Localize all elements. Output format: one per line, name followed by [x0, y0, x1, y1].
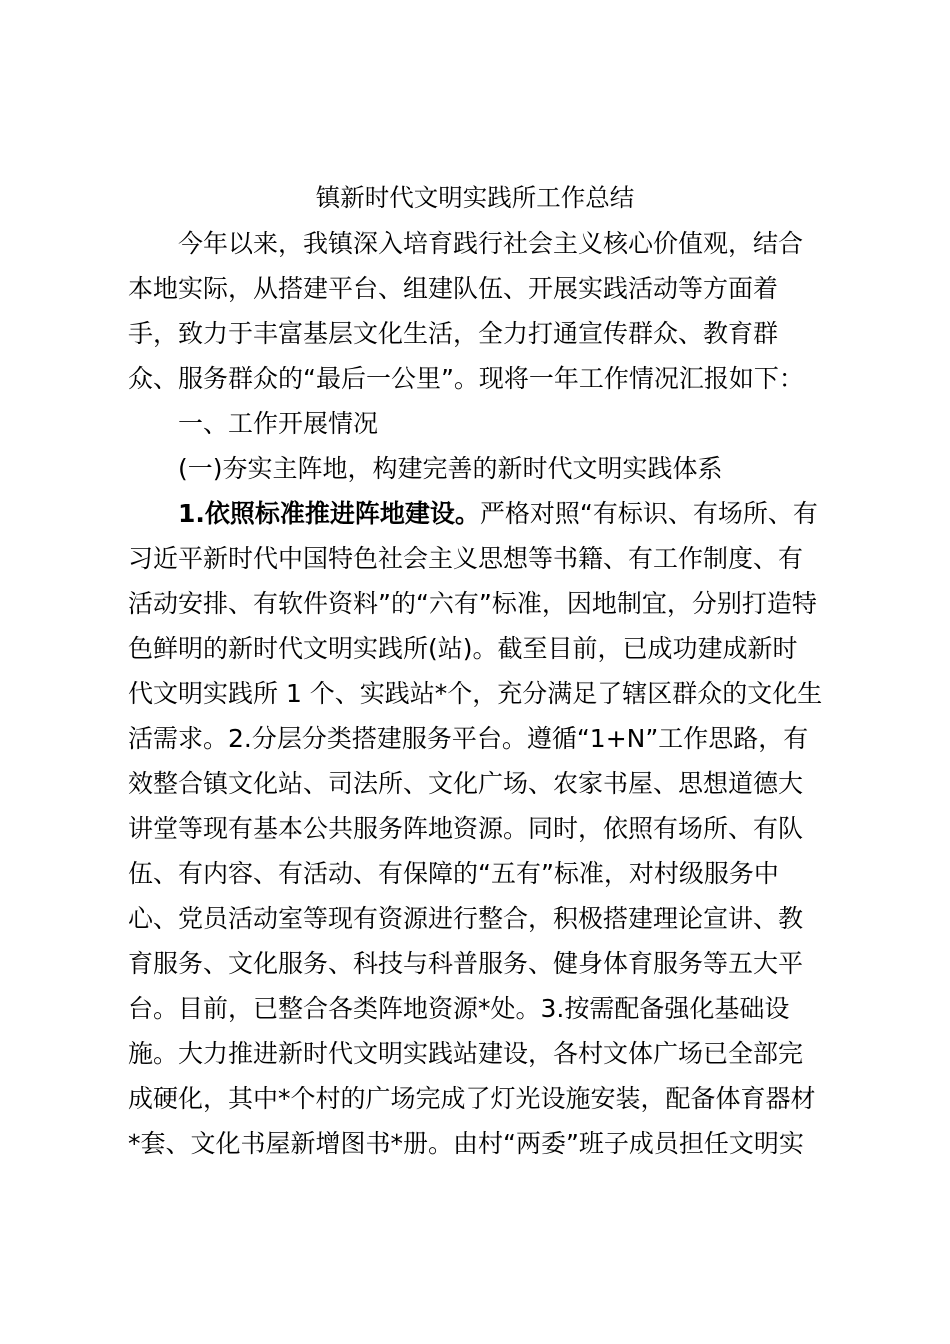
body-line: 施。大力推进新时代文明实践站建设，各村文体广场已全部完 — [128, 1039, 804, 1068]
body-line: 习近平新时代中国特色社会主义思想等书籍、有工作制度、有 — [128, 544, 804, 573]
body-line: 心、党员活动室等现有资源进行整合，积极搭建理论宣讲、教 — [128, 904, 804, 933]
body-line: 效整合镇文化站、司法所、文化广场、农家书屋、思想道德大 — [128, 769, 804, 798]
item1-first-line — [178, 494, 818, 534]
intro-line-4: 众、服务群众的“最后一公里”。现将一年工作情况汇报如下： — [128, 364, 804, 393]
body-line: 代文明实践所 1 个、实践站*个，充分满足了辖区群众的文化生 — [128, 679, 823, 708]
document-title: 镇新时代文明实践所工作总结 — [315, 183, 635, 212]
intro-line-2: 本地实际，从搭建平台、组建队伍、开展实践活动等方面着 — [128, 274, 779, 303]
body-line: 育服务、文化服务、科技与科普服务、健身体育服务等五大平 — [128, 949, 804, 978]
body-line: 讲堂等现有基本公共服务阵地资源。同时，依照有场所、有队 — [128, 814, 804, 843]
body-line: 活动安排、有软件资料”的“六有”标准，因地制宜，分别打造特 — [128, 589, 817, 618]
intro-line-3: 手，致力于丰富基层文化生活，全力打通宣传群众、教育群 — [128, 319, 779, 348]
intro-line-1: 今年以来，我镇深入培育践行社会主义核心价值观，结合 — [178, 229, 804, 258]
body-line: 成硬化，其中*个村的广场完成了灯光设施安装，配备体育器材 — [128, 1084, 816, 1113]
item1-text: 严格对照“有标识、有场所、有 — [479, 499, 818, 528]
section-heading: 一、工作开展情况 — [178, 409, 379, 438]
body-line: *套、文化书屋新增图书*册。由村“两委”班子成员担任文明实 — [128, 1129, 804, 1158]
item1-heading: 1.依照标准推进阵地建设。 — [178, 499, 480, 528]
body-line: 色鲜明的新时代文明实践所(站)。截至目前，已成功建成新时 — [128, 634, 798, 663]
body-line: 伍、有内容、有活动、有保障的“五有”标准，对村级服务中 — [128, 859, 779, 888]
subsection-heading: (一)夯实主阵地，构建完善的新时代文明实践体系 — [178, 454, 723, 483]
body-line: 台。目前，已整合各类阵地资源*处。3.按需配备强化基础设 — [128, 994, 790, 1023]
body-line: 活需求。2.分层分类搭建服务平台。遵循“1+N”工作思路，有 — [128, 724, 809, 753]
